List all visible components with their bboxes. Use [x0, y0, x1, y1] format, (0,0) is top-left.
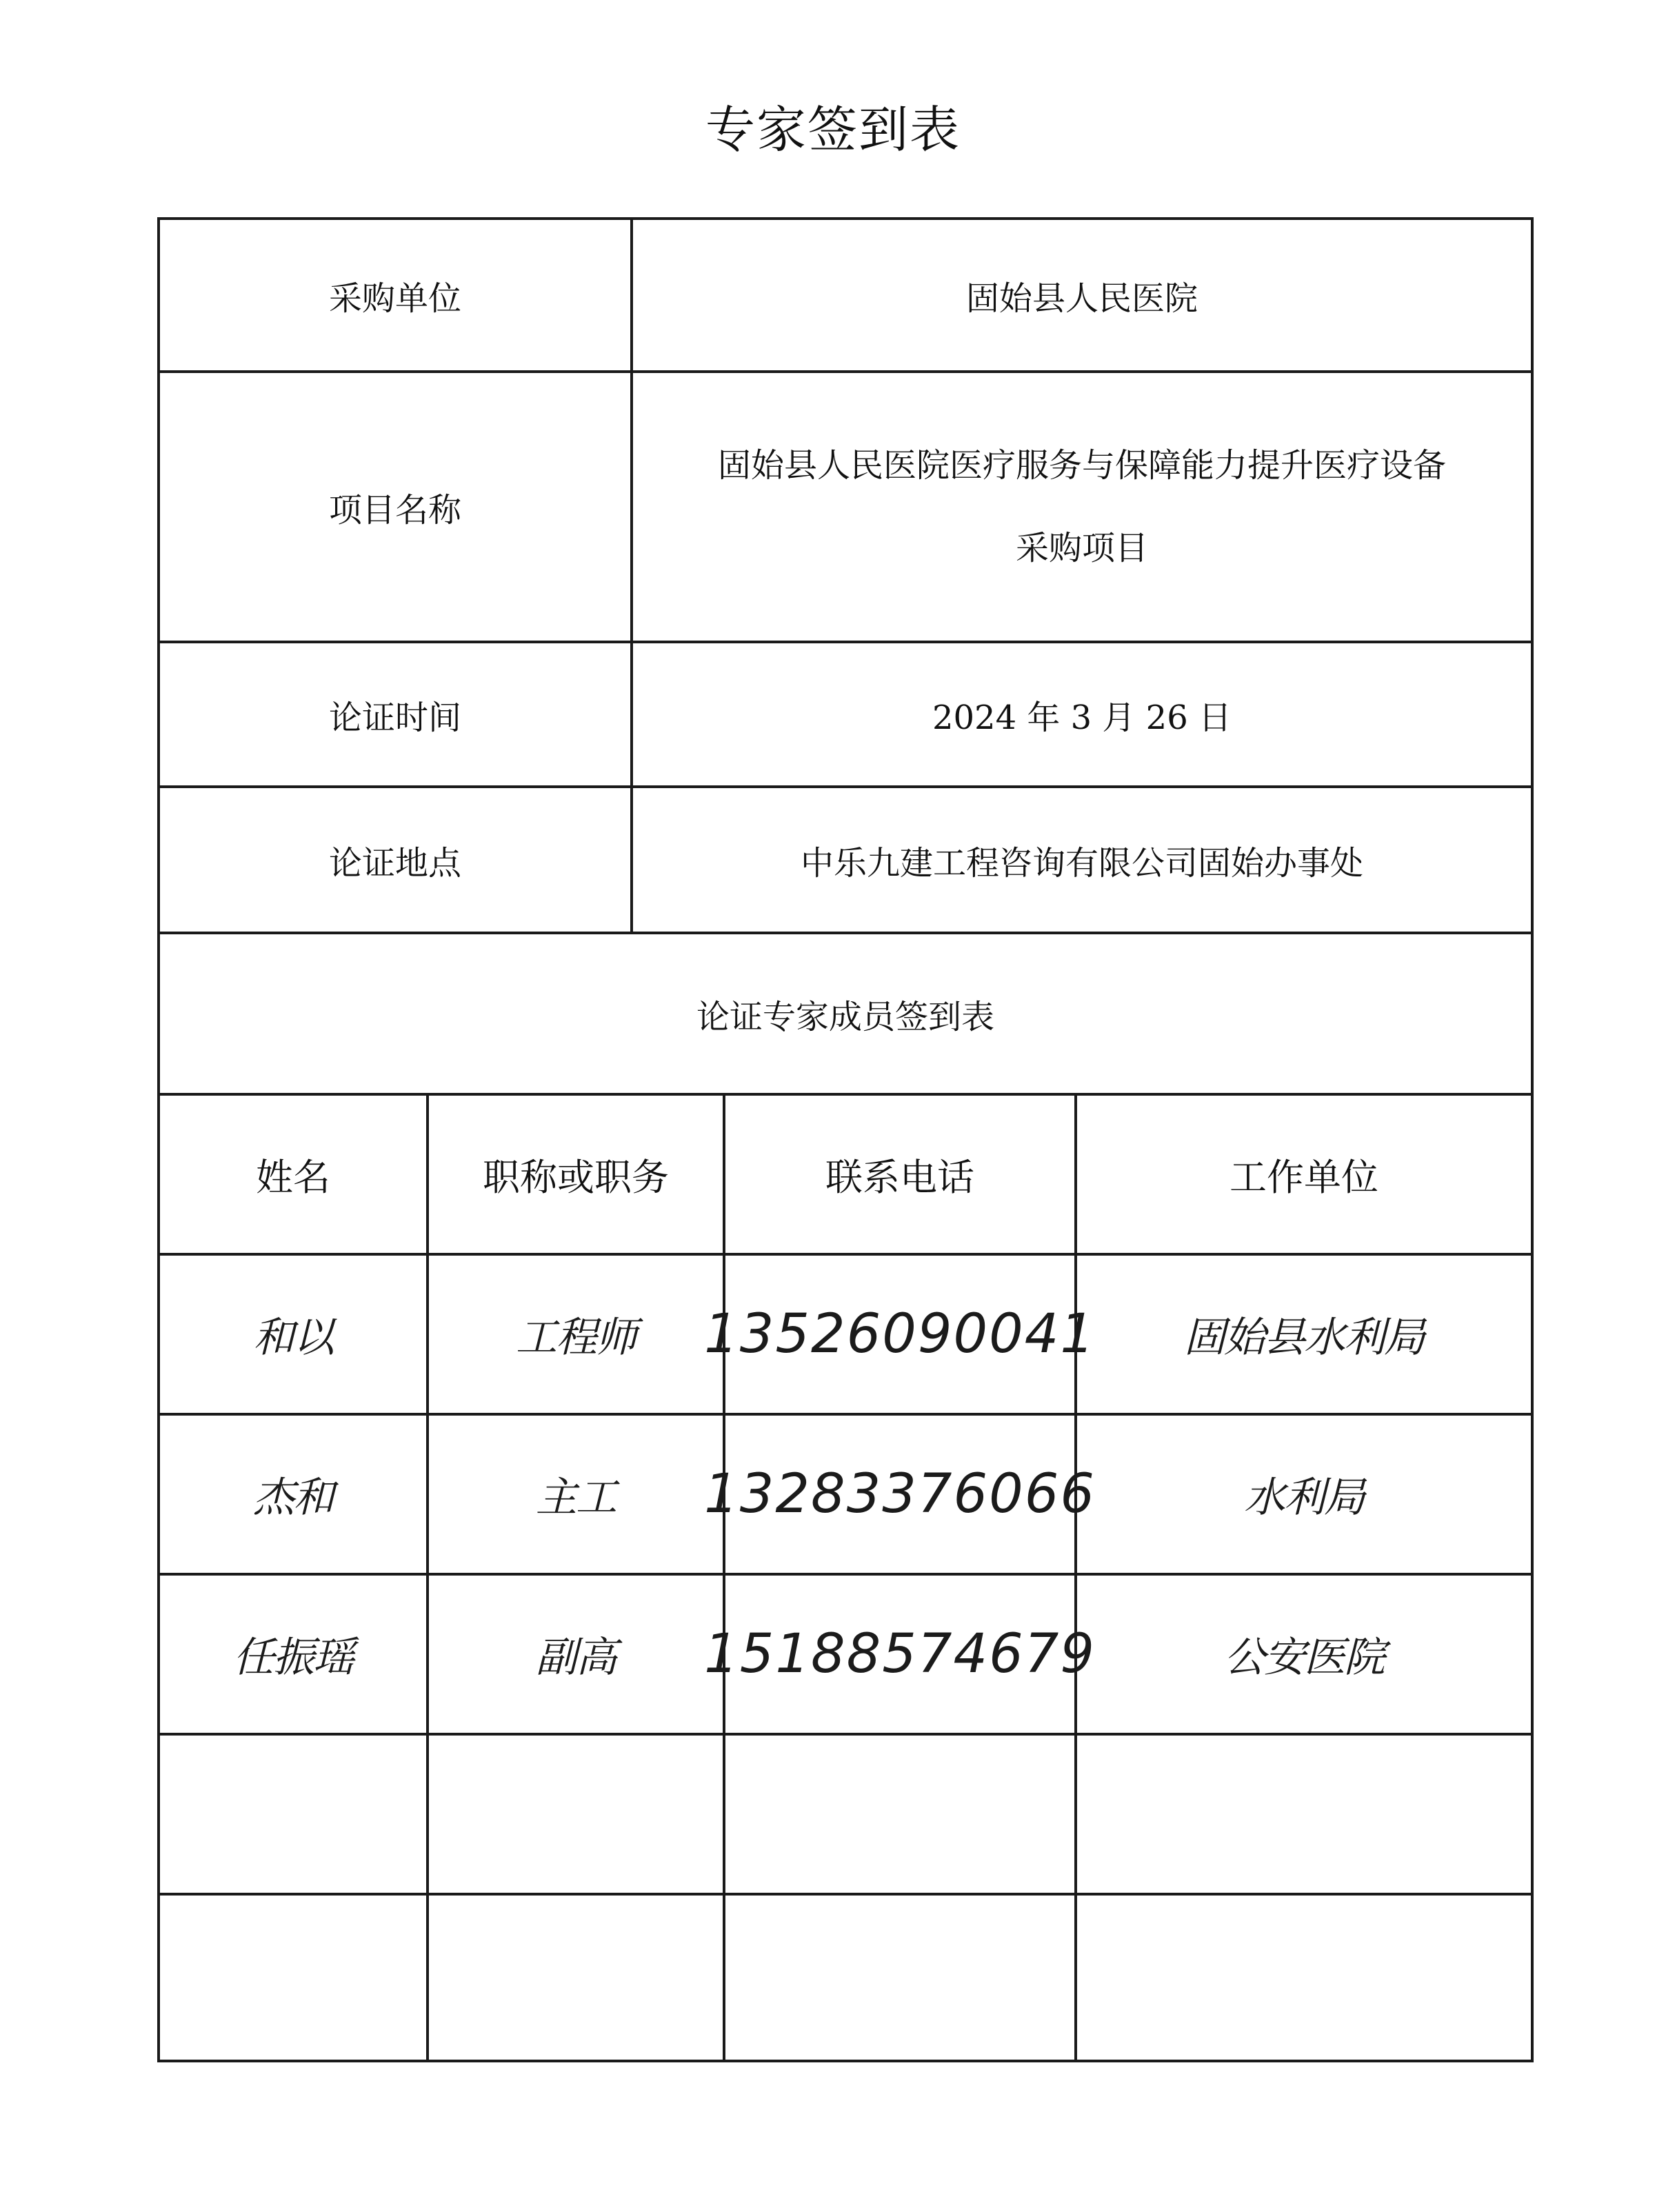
page-title: 专家签到表 — [705, 101, 961, 159]
member-row-2-phone-cell — [704, 1413, 1096, 1576]
member-row-1-name-cell — [157, 1253, 429, 1416]
time-value-cell — [630, 641, 1534, 788]
empty-title-cell — [426, 1733, 725, 1896]
members-section-title: 论证专家成员签到表 — [696, 997, 994, 1036]
empty-org-cell — [1074, 1733, 1534, 1896]
member-row-3-org-cell — [1074, 1573, 1534, 1736]
member-row-1-phone-cell — [704, 1253, 1096, 1416]
unit-label: 采购单位 — [328, 279, 461, 318]
project-value-line2: 采购项目 — [1015, 529, 1148, 567]
time-label-cell — [157, 641, 633, 788]
place-value-cell — [630, 785, 1534, 934]
member-name-signature: 杰和 — [253, 1474, 333, 1522]
sign-in-sheet — [157, 217, 1534, 2062]
member-phone-handwritten: 13526090041 — [704, 1303, 1096, 1365]
member-row-2-org-cell — [1074, 1413, 1534, 1576]
time-label: 论证时间 — [328, 698, 461, 737]
empty-phone-cell — [723, 1733, 1077, 1896]
project-label-cell — [157, 370, 633, 643]
member-name-signature: 任振瑶 — [233, 1633, 353, 1682]
member-row-1-title-cell — [426, 1253, 725, 1416]
header-org: 工作单位 — [1074, 1093, 1534, 1256]
member-org-handwritten: 固始县水利局 — [1184, 1314, 1424, 1362]
member-row-1-org-cell — [1074, 1253, 1534, 1416]
member-name-signature: 和以 — [253, 1314, 333, 1362]
member-title-handwritten: 主工 — [536, 1474, 616, 1522]
empty-title-cell — [426, 1893, 725, 2062]
member-title-handwritten: 工程师 — [516, 1314, 636, 1362]
header-title: 职称或职务 — [426, 1093, 725, 1256]
member-org-handwritten: 水利局 — [1244, 1474, 1364, 1522]
place-value: 中乐九建工程咨询有限公司固始办事处 — [800, 843, 1363, 883]
member-row-2-name-cell — [157, 1413, 429, 1576]
unit-value-cell — [630, 217, 1534, 373]
project-label: 项目名称 — [328, 490, 461, 530]
member-row-2-title-cell — [426, 1413, 725, 1576]
project-value-cell — [630, 370, 1534, 643]
member-phone-handwritten: 15188574679 — [704, 1623, 1096, 1685]
unit-value: 固始县人民医院 — [965, 279, 1198, 318]
empty-phone-cell — [723, 1893, 1077, 2062]
member-row-3-title-cell — [426, 1573, 725, 1736]
member-org-handwritten: 公安医院 — [1224, 1633, 1384, 1682]
members-section-title-cell — [157, 932, 1534, 1096]
place-label-cell — [157, 785, 633, 934]
empty-name-cell — [157, 1733, 429, 1896]
place-label: 论证地点 — [328, 843, 461, 883]
project-value-line1: 固始县人民医院医疗服务与保障能力提升医疗设备 — [717, 446, 1446, 485]
unit-label-cell — [157, 217, 633, 373]
header-phone: 联系电话 — [723, 1093, 1077, 1256]
empty-name-cell — [157, 1893, 429, 2062]
member-row-3-phone-cell — [704, 1573, 1096, 1736]
header-name: 姓名 — [157, 1093, 429, 1256]
member-phone-handwritten: 13283376066 — [704, 1463, 1096, 1525]
empty-org-cell — [1074, 1893, 1534, 2062]
time-value: 2024 年 3 月 26 日 — [932, 698, 1232, 737]
member-row-3-name-cell — [157, 1573, 429, 1736]
member-title-handwritten: 副高 — [536, 1633, 616, 1682]
